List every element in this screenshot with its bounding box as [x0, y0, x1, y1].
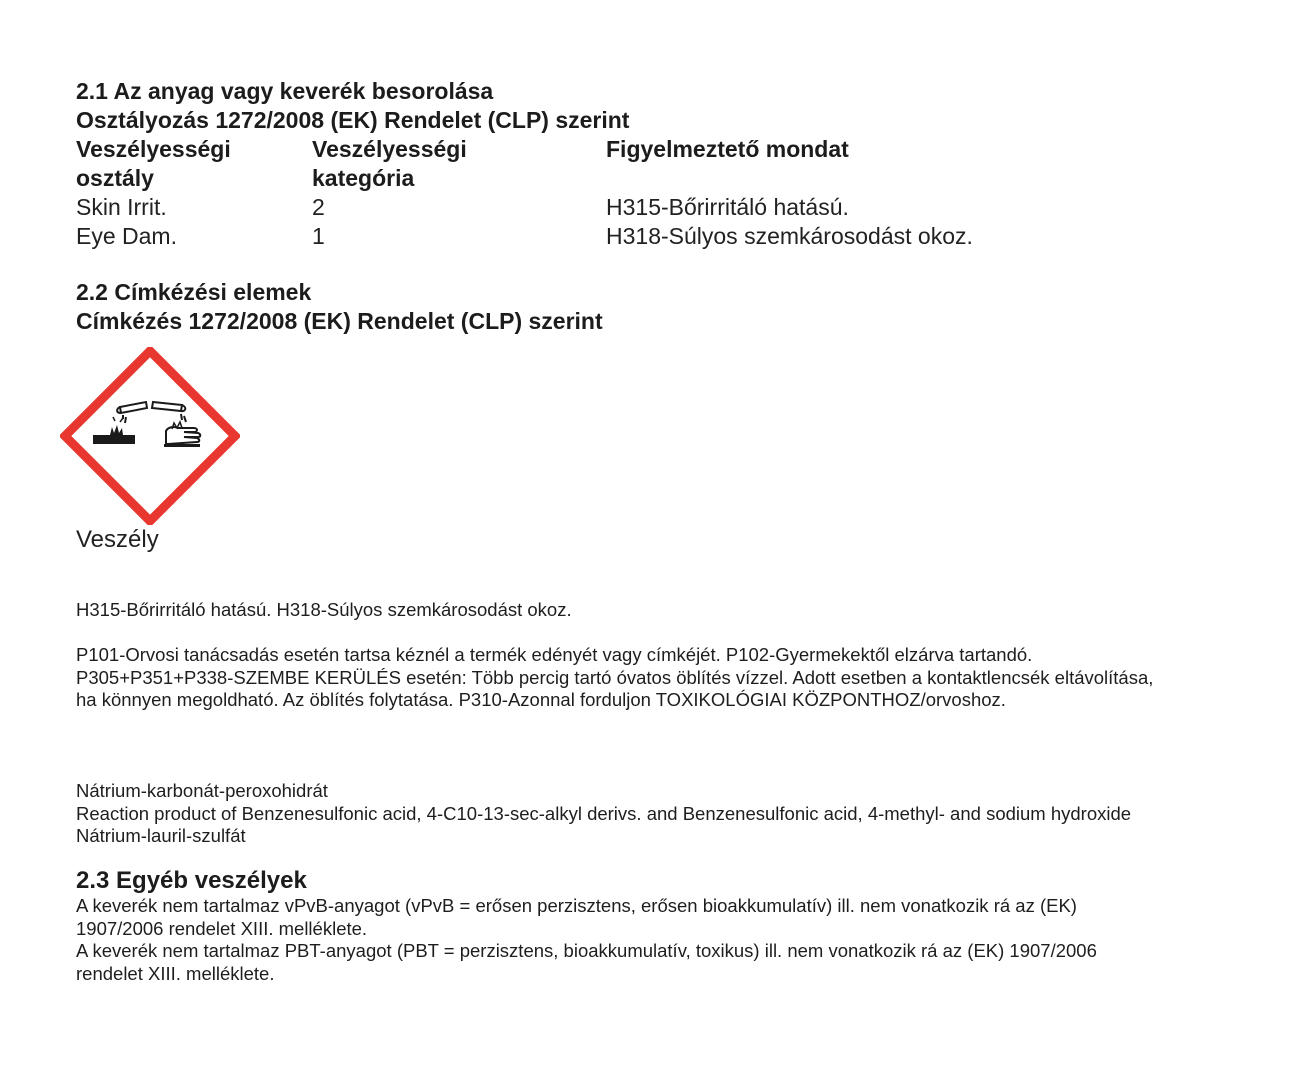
- section-2-2-heading: 2.2 Címkézési elemek: [76, 279, 312, 305]
- precautionary-line: ha könnyen megoldható. Az öblítés folytatása. P310-Azonnal forduljon TOXIKOLÓGIAI KÖZPONTHOZ/orvoshoz.: [76, 689, 1006, 710]
- column-header-category-line2: kategória: [312, 165, 415, 191]
- other-hazards-text: [76, 895, 1097, 985]
- column-header-statement: Figyelmeztető mondat: [606, 136, 849, 162]
- other-hazards-line: A keverék nem tartalmaz vPvB-anyagot (vPvB = erősen perzisztens, erősen bioakkumulatív) ill. nem vonatkozik rá az (EK): [76, 895, 1077, 916]
- ingredient-item: Nátrium-lauril-szulfát: [76, 825, 246, 846]
- other-hazards-line: 1907/2006 rendelet XIII. melléklete.: [76, 917, 368, 939]
- precautionary-line: P305+P351+P338-SZEMBE KERÜLÉS esetén: Több percig tartó óvatos öblítés vízzel. Adott esetben a kontaktlencsék eltávolítása,: [76, 666, 1154, 688]
- other-hazards-line: rendelet XIII. melléklete.: [76, 962, 275, 984]
- table-row-1-class: Skin Irrit.: [76, 194, 167, 220]
- signal-word: Veszély: [76, 526, 159, 553]
- table-row-2-class: Eye Dam.: [76, 223, 177, 249]
- section-2-2-subheading: Címkézés 1272/2008 (EK) Rendelet (CLP) szerint: [76, 308, 603, 334]
- column-header-category-line1: Veszélyességi: [312, 136, 467, 162]
- hazard-statements: H315-Bőrirritáló hatású. H318-Súlyos szemkárosodást okoz.: [76, 599, 572, 620]
- table-row-2-category: 1: [312, 223, 325, 249]
- table-row-2-statement: H318-Súlyos szemkárosodást okoz.: [606, 223, 973, 249]
- ingredient-item: Reaction product of Benzenesulfonic acid, 4-C10-13-sec-alkyl derivs. and Benzenesulfonic acid, 4-methyl- and sodium hydroxide: [76, 802, 1132, 824]
- other-hazards-line: A keverék nem tartalmaz PBT-anyagot (PBT = perzisztens, bioakkumulatív, toxikus) ill. nem vonatkozik rá az (EK) 1907/2006: [76, 940, 1097, 961]
- precautionary-statements: [76, 644, 1153, 712]
- section-2-1-subheading: Osztályozás 1272/2008 (EK) Rendelet (CLP) szerint: [76, 107, 630, 133]
- section-2-3-heading: 2.3 Egyéb veszélyek: [76, 867, 307, 894]
- table-row-1-statement: H315-Bőrirritáló hatású.: [606, 194, 849, 220]
- section-2-1-heading: 2.1 Az anyag vagy keverék besorolása: [76, 78, 494, 104]
- precautionary-line: P101-Orvosi tanácsadás esetén tartsa kéznél a termék edényét vagy címkéjét. P102-Gyermekektől elzárva tartandó.: [76, 644, 1033, 665]
- column-header-class-line2: osztály: [76, 165, 154, 191]
- column-header-class-line1: Veszélyességi: [76, 136, 231, 162]
- ingredient-item: Nátrium-karbonát-peroxohidrát: [76, 780, 328, 801]
- corrosion-icon: [60, 347, 240, 525]
- hazardous-ingredients: [76, 780, 1131, 848]
- table-row-1-category: 2: [312, 194, 325, 220]
